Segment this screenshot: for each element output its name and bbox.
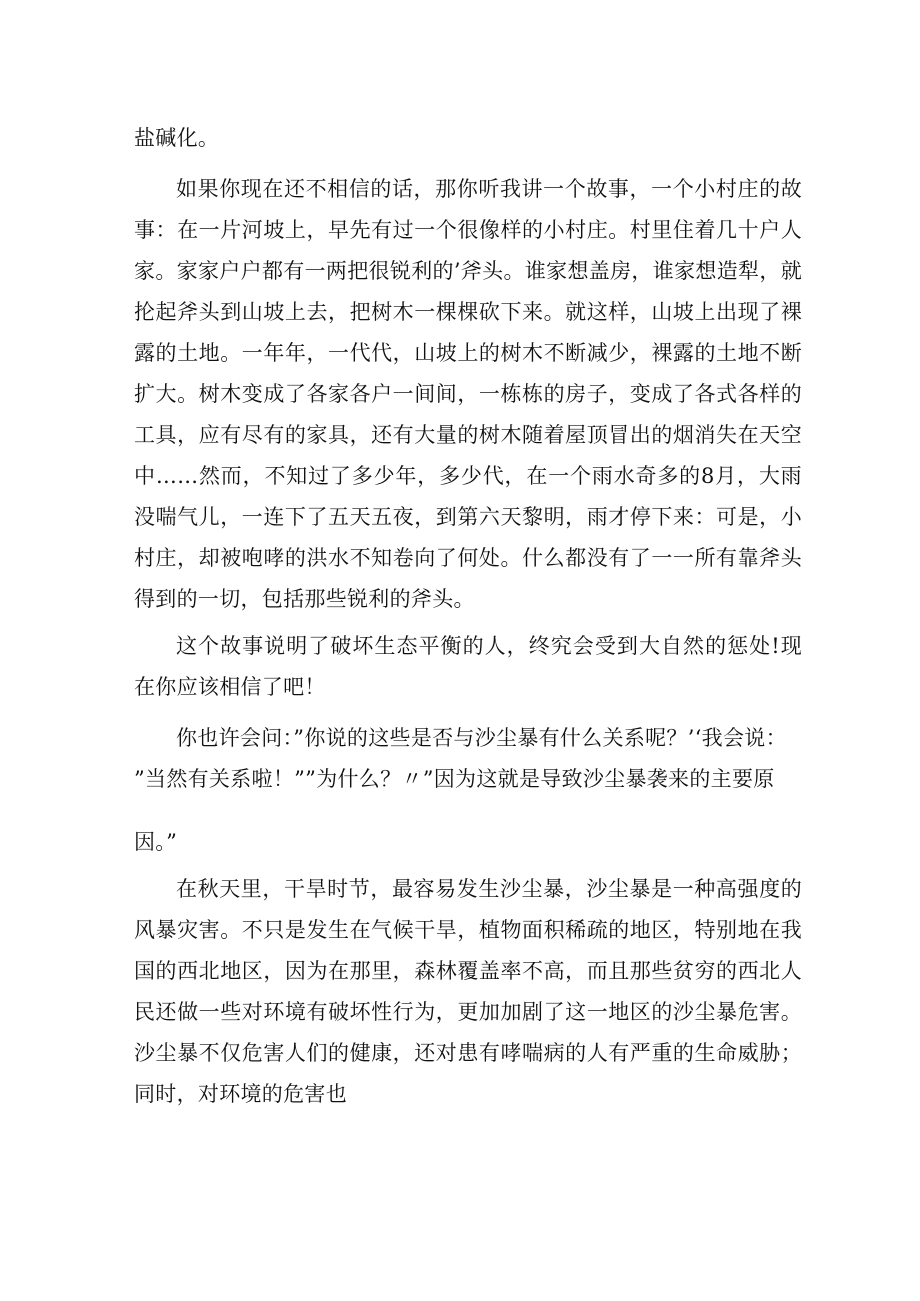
paragraph-4-line-2: ”当然有关系啦！””为什么？〃”因为这就是导致沙尘暴袭来的主要原 [134, 767, 775, 791]
paragraph-5: 在秋天里，干旱时节，最容易发生沙尘暴，沙尘暴是一种高强度的风暴灾害。不只是发生在气候干旱，植物面积稀疏的地区，特别地在我国的西北地区，因为在那里，森林覆盖率不高，而且那些贫穷的西北人民还做一些对环境有破坏性行为，更加加剧了这一地区的沙尘暴危害。沙尘暴不仅危害人们的健康，还对患有哮喘病的人有严重的生命威胁；同时，对环境的危害也 [134, 877, 802, 1106]
paragraph-3: 这个故事说明了破坏生态平衡的人，终究会受到大自然的惩处!现在你应该相信了吧！ [134, 634, 802, 699]
paragraph-4-line-3: 因。” [134, 830, 178, 854]
paragraph-4-line-1: 你也许会问：”你说的这些是否与沙尘暴有什么关系呢？’‘我会说： [176, 726, 787, 750]
document-body [134, 118, 802, 1115]
paragraph-1: 盐碱化。 [134, 126, 220, 150]
paragraph-2: 如果你现在还不相信的话，那你听我讲一个故事，一个小村庄的故事：在一片河坡上，早先有过一个很像样的小村庄。村里住着几十户人家。家家户户都有一两把很锐利的’斧头。谁家想盖房，谁家想造犁，就抡起斧头到山坡上去，把树木一棵棵砍下来。就这样，山坡上出现了裸露的土地。一年年，一代代，山坡上的树木不断减少，裸露的土地不断扩大。树木变成了各家各户一间间，一栋栋的房子，变成了各式各样的工具，应有尽有的家具，还有大量的树木随着屋顶冒出的烟消失在天空中……然而，不知过了多少年，多少代，在一个雨水奇多的8月，大雨没喘气儿，一连下了五天五夜，到第六天黎明，雨才停下来：可是，小村庄，却被咆哮的洪水不知卷向了何处。什么都没有了一一所有靠斧头得到的一切，包括那些锐利的斧头。 [134, 177, 802, 611]
